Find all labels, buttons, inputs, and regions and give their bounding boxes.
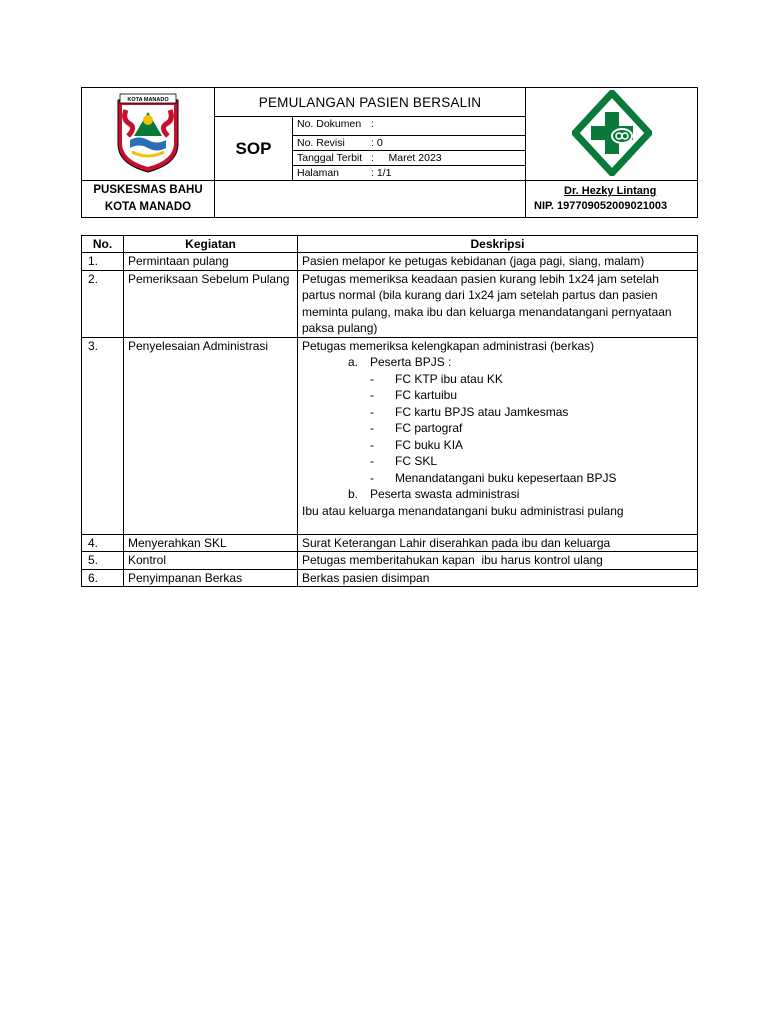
- table-row: [82, 253, 698, 271]
- table-row: [82, 534, 698, 552]
- table-row: [82, 337, 698, 534]
- sop-label: SOP: [215, 117, 293, 181]
- list-item: - FC buku KIA: [370, 437, 464, 452]
- list-item: - FC kartuibu: [370, 388, 458, 402]
- list-item: - FC SKL: [370, 454, 438, 468]
- signer-name: Dr. Hezky Lintang: [564, 185, 657, 197]
- row-deskripsi: Petugas memberitahukan kapan ibu harus kontrol ulang: [298, 552, 698, 570]
- puskesmas-logo-cell: [526, 88, 698, 181]
- row-kegiatan: Menyerahkan SKL: [124, 534, 298, 552]
- row-kegiatan: Pemeriksaan Sebelum Pulang: [124, 270, 298, 337]
- row-number: 3.: [82, 337, 124, 534]
- list-item: - Menandatangani buku kepesertaan BPJS: [370, 470, 617, 485]
- list-item: - FC partograf: [370, 421, 463, 435]
- row-kegiatan: Penyelesaian Administrasi: [124, 337, 298, 534]
- signatory: [526, 181, 698, 218]
- admin-intro: Petugas memeriksa kelengkapan administrasi (berkas): [302, 338, 595, 353]
- admin-outro: Ibu atau keluarga menandatangani buku administrasi pulang: [302, 503, 624, 518]
- org-line-2: KOTA MANADO: [104, 201, 192, 213]
- list-item: - FC KTP ibu atau KK: [370, 371, 503, 386]
- meta-no-revisi: No. Revisi : 0: [293, 136, 526, 151]
- meta-no-dokumen: No. Dokumen :: [293, 117, 526, 136]
- row-deskripsi: Pasien melapor ke petugas kebidanan (jaga pagi, siang, malam): [298, 253, 698, 271]
- blank-cell: [215, 181, 526, 218]
- organization-name: [82, 181, 215, 218]
- row-deskripsi: Petugas memeriksa keadaan pasien kurang lebih 1x24 jam setelah partus normal (bila kurang dari 1x24 jam setelah partus dan pasien meminta pulang, maka ibu dan keluarga menandatangani pernyataan paksa pulang): [298, 270, 698, 337]
- row-kegiatan: Kontrol: [124, 552, 298, 570]
- svg-text:KOTA MANADO: KOTA MANADO: [127, 96, 169, 103]
- row-number: 5.: [82, 552, 124, 570]
- document-title: PEMULANGAN PASIEN BERSALIN: [215, 88, 526, 117]
- list-item: - FC kartu BPJS atau Jamkesmas: [370, 404, 569, 419]
- meta-tanggal-terbit: Tanggal Terbit : Maret 2023: [293, 151, 526, 166]
- kota-manado-crest-cell: [82, 88, 215, 181]
- sop-header-table: [81, 87, 698, 218]
- column-header-kegiatan: Kegiatan: [124, 236, 298, 253]
- kota-manado-crest-logo: [112, 92, 184, 174]
- row-deskripsi: [298, 337, 698, 534]
- row-kegiatan: Permintaan pulang: [124, 253, 298, 271]
- row-deskripsi: Surat Keterangan Lahir diserahkan pada ibu dan keluarga: [298, 534, 698, 552]
- org-line-1: PUSKESMAS BAHU: [93, 184, 203, 196]
- meta-halaman: Halaman : 1/1: [293, 166, 526, 181]
- column-header-deskripsi: Deskripsi: [298, 236, 698, 253]
- row-number: 6.: [82, 569, 124, 587]
- row-number: 4.: [82, 534, 124, 552]
- row-deskripsi: Berkas pasien disimpan: [298, 569, 698, 587]
- row-kegiatan: Penyimpanan Berkas: [124, 569, 298, 587]
- row-number: 2.: [82, 270, 124, 337]
- table-row: [82, 552, 698, 570]
- row-number: 1.: [82, 253, 124, 271]
- sub-list-b: b. Peserta swasta administrasi: [348, 487, 520, 501]
- table-header-row: [82, 236, 698, 253]
- table-row: [82, 569, 698, 587]
- puskesmas-logo: [572, 90, 652, 176]
- table-row: [82, 270, 698, 337]
- procedure-table: [81, 235, 698, 587]
- signer-nip: NIP. 197709052009021003: [534, 200, 668, 212]
- column-header-no: No.: [82, 236, 124, 253]
- sub-list-a: a. Peserta BPJS :: [348, 355, 452, 369]
